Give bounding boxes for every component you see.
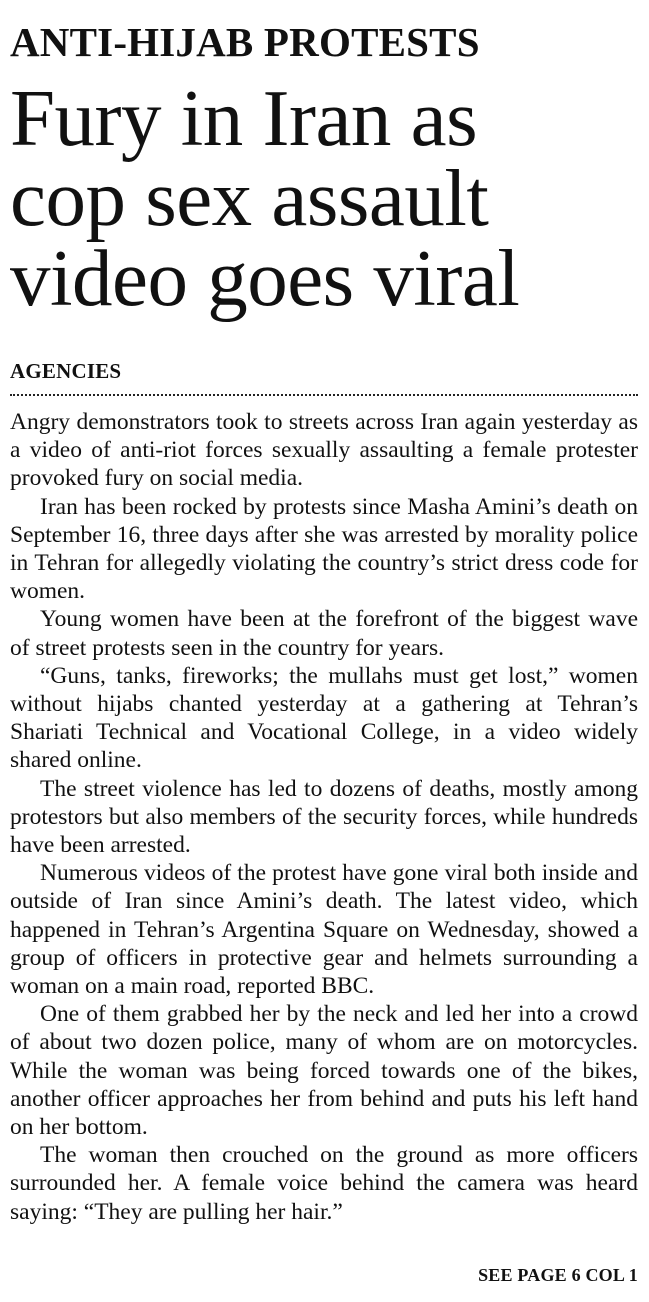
kicker: ANTI-HIJAB PROTESTS <box>10 19 480 65</box>
headline-line: Fury in Iran as <box>10 73 478 163</box>
paragraph: Young women have been at the forefront of the biggest wave of street protests seen in the country for years. <box>10 606 638 661</box>
paragraph: Numerous videos of the protest have gone viral both inside and outside of Iran since Amini’s death. The latest video, which happened in Tehran’s Argentina Square on Wednesday, showed a group of officers in protective gear and helmets surrounding a woman on a main road, reported BBC. <box>10 860 638 1000</box>
paragraph: Angry demonstrators took to streets across Iran again yesterday as a video of anti-riot forces sexually assaulting a female protester provoked fury on social media. <box>10 409 638 492</box>
news-article <box>10 0 638 1302</box>
headline-line: cop sex assault <box>10 153 489 243</box>
headline-line: video goes viral <box>10 233 520 323</box>
paragraph: One of them grabbed her by the neck and led her into a crowd of about two dozen police, many of whom are on motorcycles. While the woman was being forced towards one of the bikes, another officer approaches her from behind and puts his left hand on her bottom. <box>10 1001 638 1141</box>
paragraph: The street violence has led to dozens of deaths, mostly among protestors but also members of the security forces, while hundreds have been arrested. <box>10 775 638 859</box>
paragraph: The woman then crouched on the ground as more officers surrounded her. A female voice behind the camera was heard saying: “They are pulling her hair.” <box>10 1142 638 1225</box>
paragraph: Iran has been rocked by protests since Masha Amini’s death on September 16, three days after she was arrested by morality police in Tehran for allegedly violating the country’s strict dress code for women. <box>10 493 638 605</box>
byline: AGENCIES <box>10 359 122 383</box>
headline <box>10 73 638 323</box>
article-body <box>10 408 638 1226</box>
continuation-reference: SEE PAGE 6 COL 1 <box>478 1265 638 1285</box>
dotted-divider <box>10 394 638 396</box>
paragraph: “Guns, tanks, fireworks; the mullahs must get lost,” women without hijabs chanted yesterday at a gathering at Tehran’s Shariati Technical and Vocational College, in a video widely shared online. <box>10 662 638 774</box>
